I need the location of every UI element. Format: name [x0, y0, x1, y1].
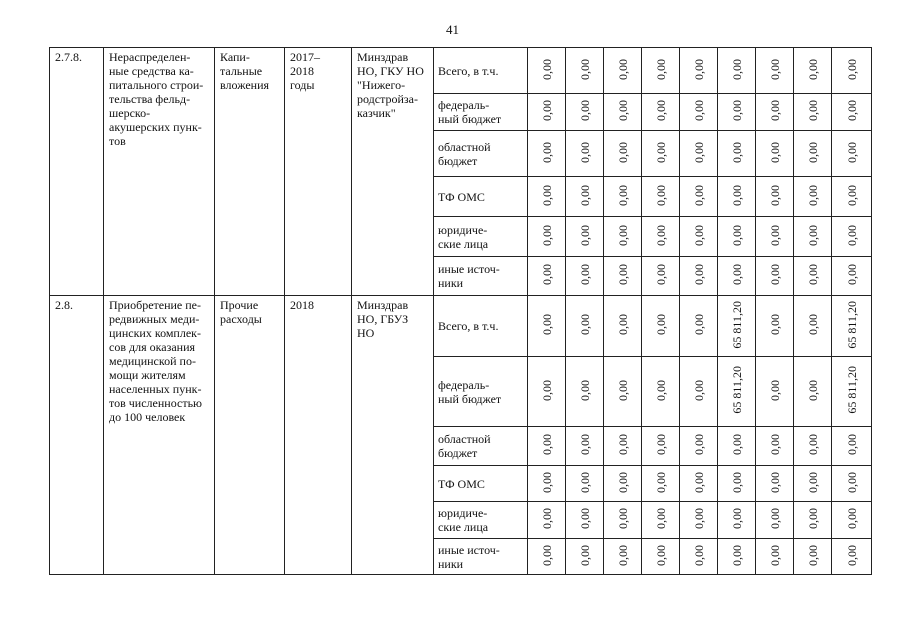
- amount-cell: [680, 427, 718, 466]
- amount-value: 0,00: [691, 224, 706, 246]
- amount-cell: [718, 357, 756, 427]
- amount-value: 0,00: [767, 471, 782, 493]
- amount-cell: [680, 131, 718, 177]
- table-row: [50, 296, 872, 357]
- amount-cell: [604, 131, 642, 177]
- amount-value: 0,00: [615, 379, 630, 401]
- row-expense-type: Капи- тальные вложения: [215, 48, 285, 296]
- amount-value: 0,00: [539, 141, 554, 163]
- amount-cell: [604, 48, 642, 94]
- amount-cell: [794, 94, 832, 131]
- amount-cell: [566, 539, 604, 575]
- amount-cell: [794, 177, 832, 217]
- funding-source: областной бюджет: [434, 427, 528, 466]
- amount-value: 0,00: [691, 544, 706, 566]
- amount-value: 0,00: [577, 544, 592, 566]
- amount-value: 0,00: [729, 264, 744, 285]
- amount-value: 0,00: [767, 314, 782, 335]
- amount-cell: [642, 357, 680, 427]
- amount-value: 0,00: [653, 434, 668, 455]
- amount-cell: [756, 94, 794, 131]
- row-executor: Минздрав НО, ГКУ НО "Нижего- родстройза- казчик": [352, 48, 434, 296]
- amount-value: 0,00: [729, 100, 744, 121]
- amount-value: 0,00: [767, 434, 782, 455]
- amount-value: 0,00: [844, 471, 859, 493]
- amount-value: 0,00: [577, 141, 592, 163]
- amount-value: 0,00: [691, 58, 706, 80]
- table-body: [50, 48, 872, 575]
- funding-source: Всего, в т.ч.: [434, 296, 528, 357]
- amount-cell: [680, 48, 718, 94]
- amount-value: 65 811,20: [844, 300, 859, 349]
- amount-cell: [566, 296, 604, 357]
- amount-cell: [718, 48, 756, 94]
- amount-value: 0,00: [691, 434, 706, 455]
- amount-value: 0,00: [653, 224, 668, 246]
- amount-cell: [718, 427, 756, 466]
- amount-cell: [756, 296, 794, 357]
- amount-value: 0,00: [767, 508, 782, 529]
- amount-cell: [756, 466, 794, 502]
- amount-value: 0,00: [805, 314, 820, 335]
- amount-value: 0,00: [691, 508, 706, 529]
- amount-value: 0,00: [539, 434, 554, 455]
- amount-cell: [642, 539, 680, 575]
- amount-cell: [642, 257, 680, 296]
- amount-value: 0,00: [805, 544, 820, 566]
- amount-cell: [528, 427, 566, 466]
- funding-source: Всего, в т.ч.: [434, 48, 528, 94]
- amount-value: 0,00: [729, 544, 744, 566]
- amount-cell: [528, 539, 566, 575]
- amount-value: 0,00: [844, 58, 859, 80]
- amount-cell: [528, 502, 566, 539]
- amount-value: 65 811,20: [729, 300, 744, 349]
- amount-value: 0,00: [805, 224, 820, 246]
- row-code: 2.7.8.: [50, 48, 104, 296]
- amount-value: 0,00: [539, 58, 554, 80]
- amount-value: 0,00: [653, 471, 668, 493]
- amount-value: 0,00: [767, 544, 782, 566]
- amount-value: 0,00: [615, 264, 630, 285]
- amount-value: 0,00: [653, 508, 668, 529]
- amount-value: 0,00: [767, 379, 782, 401]
- amount-value: 0,00: [691, 314, 706, 335]
- amount-cell: [642, 48, 680, 94]
- amount-cell: [832, 427, 872, 466]
- amount-cell: [756, 502, 794, 539]
- amount-cell: [528, 48, 566, 94]
- amount-cell: [680, 296, 718, 357]
- budget-table: [49, 47, 872, 575]
- amount-cell: [718, 94, 756, 131]
- amount-value: 0,00: [577, 264, 592, 285]
- amount-cell: [528, 296, 566, 357]
- amount-cell: [794, 257, 832, 296]
- amount-value: 0,00: [767, 224, 782, 246]
- amount-cell: [680, 466, 718, 502]
- amount-cell: [794, 48, 832, 94]
- amount-value: 0,00: [577, 184, 592, 206]
- amount-cell: [680, 502, 718, 539]
- amount-value: 0,00: [577, 58, 592, 80]
- amount-cell: [566, 466, 604, 502]
- amount-value: 0,00: [539, 314, 554, 335]
- amount-value: 0,00: [653, 314, 668, 335]
- amount-value: 0,00: [615, 314, 630, 335]
- amount-cell: [756, 539, 794, 575]
- funding-source: иные источ- ники: [434, 539, 528, 575]
- amount-cell: [680, 94, 718, 131]
- amount-cell: [718, 217, 756, 257]
- amount-value: 0,00: [539, 379, 554, 401]
- amount-cell: [756, 131, 794, 177]
- amount-cell: [528, 94, 566, 131]
- amount-cell: [604, 257, 642, 296]
- amount-value: 0,00: [729, 508, 744, 529]
- amount-cell: [642, 427, 680, 466]
- amount-cell: [642, 94, 680, 131]
- funding-source: областной бюджет: [434, 131, 528, 177]
- amount-cell: [642, 296, 680, 357]
- funding-source: федераль- ный бюджет: [434, 357, 528, 427]
- amount-cell: [642, 502, 680, 539]
- amount-cell: [718, 502, 756, 539]
- amount-cell: [642, 466, 680, 502]
- amount-value: 65 811,20: [729, 366, 744, 414]
- amount-cell: [642, 131, 680, 177]
- amount-cell: [604, 502, 642, 539]
- row-name: Приобретение пе- редвижных меди- цинских комплек- сов для оказания медицинской по- мощи жителям населенных пунк- тов численностью до 100 человек: [104, 296, 215, 575]
- amount-value: 0,00: [653, 58, 668, 80]
- amount-cell: [566, 427, 604, 466]
- amount-value: 0,00: [767, 184, 782, 206]
- amount-cell: [604, 296, 642, 357]
- amount-value: 0,00: [844, 544, 859, 566]
- row-period: 2017– 2018 годы: [285, 48, 352, 296]
- amount-value: 0,00: [805, 141, 820, 163]
- amount-cell: [604, 217, 642, 257]
- amount-value: 0,00: [615, 434, 630, 455]
- amount-cell: [832, 539, 872, 575]
- amount-cell: [832, 257, 872, 296]
- amount-cell: [718, 539, 756, 575]
- funding-source: федераль- ный бюджет: [434, 94, 528, 131]
- amount-cell: [756, 177, 794, 217]
- amount-cell: [832, 131, 872, 177]
- amount-value: 0,00: [539, 100, 554, 121]
- amount-value: 0,00: [577, 314, 592, 335]
- row-executor: Минздрав НО, ГБУЗ НО: [352, 296, 434, 575]
- amount-value: 0,00: [691, 264, 706, 285]
- amount-value: 0,00: [805, 264, 820, 285]
- amount-value: 0,00: [844, 141, 859, 163]
- amount-value: 0,00: [615, 508, 630, 529]
- amount-cell: [528, 466, 566, 502]
- funding-source: юридиче- ские лица: [434, 502, 528, 539]
- amount-cell: [528, 217, 566, 257]
- amount-cell: [832, 502, 872, 539]
- page-number: 41: [446, 22, 459, 37]
- amount-value: 65 811,20: [844, 366, 859, 414]
- amount-value: 0,00: [539, 544, 554, 566]
- amount-value: 0,00: [615, 58, 630, 80]
- amount-cell: [642, 217, 680, 257]
- amount-cell: [528, 177, 566, 217]
- amount-value: 0,00: [729, 224, 744, 246]
- amount-value: 0,00: [729, 141, 744, 163]
- funding-source: ТФ ОМС: [434, 466, 528, 502]
- amount-value: 0,00: [767, 141, 782, 163]
- amount-value: 0,00: [844, 434, 859, 455]
- amount-value: 0,00: [539, 184, 554, 206]
- amount-cell: [566, 94, 604, 131]
- funding-source: иные источ- ники: [434, 257, 528, 296]
- amount-cell: [604, 539, 642, 575]
- amount-value: 0,00: [577, 471, 592, 493]
- amount-cell: [832, 217, 872, 257]
- amount-value: 0,00: [805, 434, 820, 455]
- funding-source: ТФ ОМС: [434, 177, 528, 217]
- amount-cell: [756, 217, 794, 257]
- table-row: [50, 48, 872, 94]
- amount-value: 0,00: [615, 224, 630, 246]
- amount-cell: [794, 539, 832, 575]
- amount-cell: [718, 466, 756, 502]
- amount-cell: [794, 131, 832, 177]
- amount-cell: [566, 177, 604, 217]
- amount-cell: [794, 296, 832, 357]
- amount-value: 0,00: [805, 508, 820, 529]
- amount-value: 0,00: [653, 184, 668, 206]
- amount-cell: [756, 257, 794, 296]
- amount-value: 0,00: [615, 544, 630, 566]
- amount-value: 0,00: [653, 379, 668, 401]
- amount-cell: [832, 48, 872, 94]
- amount-value: 0,00: [805, 379, 820, 401]
- amount-cell: [718, 177, 756, 217]
- amount-value: 0,00: [615, 471, 630, 493]
- amount-cell: [794, 357, 832, 427]
- amount-cell: [680, 177, 718, 217]
- amount-value: 0,00: [577, 224, 592, 246]
- amount-cell: [566, 257, 604, 296]
- amount-cell: [832, 177, 872, 217]
- amount-value: 0,00: [577, 100, 592, 121]
- amount-cell: [680, 217, 718, 257]
- amount-value: 0,00: [615, 184, 630, 206]
- amount-cell: [566, 131, 604, 177]
- amount-cell: [604, 357, 642, 427]
- amount-cell: [756, 427, 794, 466]
- amount-value: 0,00: [805, 58, 820, 80]
- amount-value: 0,00: [805, 100, 820, 121]
- amount-cell: [680, 539, 718, 575]
- amount-cell: [718, 131, 756, 177]
- amount-value: 0,00: [577, 379, 592, 401]
- amount-value: 0,00: [691, 471, 706, 493]
- amount-value: 0,00: [539, 224, 554, 246]
- row-name: Нераспределен- ные средства ка- питального строи- тельства фельд- шерско- акушерских пунк- тов: [104, 48, 215, 296]
- amount-value: 0,00: [729, 471, 744, 493]
- amount-cell: [566, 357, 604, 427]
- amount-cell: [528, 131, 566, 177]
- amount-cell: [528, 257, 566, 296]
- amount-value: 0,00: [577, 508, 592, 529]
- amount-cell: [528, 357, 566, 427]
- amount-cell: [718, 257, 756, 296]
- amount-value: 0,00: [691, 184, 706, 206]
- amount-value: 0,00: [615, 141, 630, 163]
- row-period: 2018: [285, 296, 352, 575]
- amount-value: 0,00: [691, 100, 706, 121]
- amount-cell: [832, 357, 872, 427]
- funding-source: юридиче- ские лица: [434, 217, 528, 257]
- amount-value: 0,00: [691, 141, 706, 163]
- amount-cell: [756, 48, 794, 94]
- amount-cell: [604, 94, 642, 131]
- amount-value: 0,00: [805, 471, 820, 493]
- amount-cell: [794, 427, 832, 466]
- amount-value: 0,00: [539, 471, 554, 493]
- amount-value: 0,00: [844, 184, 859, 206]
- amount-value: 0,00: [844, 264, 859, 285]
- amount-cell: [756, 357, 794, 427]
- amount-cell: [642, 177, 680, 217]
- amount-value: 0,00: [729, 58, 744, 80]
- amount-cell: [832, 94, 872, 131]
- amount-cell: [604, 466, 642, 502]
- amount-value: 0,00: [615, 100, 630, 121]
- amount-cell: [566, 217, 604, 257]
- amount-cell: [604, 427, 642, 466]
- amount-cell: [604, 177, 642, 217]
- amount-cell: [794, 217, 832, 257]
- amount-cell: [566, 48, 604, 94]
- amount-value: 0,00: [729, 434, 744, 455]
- amount-value: 0,00: [577, 434, 592, 455]
- amount-cell: [794, 466, 832, 502]
- amount-value: 0,00: [691, 379, 706, 401]
- row-expense-type: Прочие расходы: [215, 296, 285, 575]
- amount-value: 0,00: [844, 508, 859, 529]
- amount-value: 0,00: [767, 264, 782, 285]
- amount-value: 0,00: [805, 184, 820, 206]
- amount-cell: [566, 502, 604, 539]
- amount-cell: [794, 502, 832, 539]
- row-code: 2.8.: [50, 296, 104, 575]
- amount-cell: [832, 296, 872, 357]
- amount-value: 0,00: [539, 508, 554, 529]
- amount-cell: [680, 357, 718, 427]
- amount-value: 0,00: [844, 100, 859, 121]
- amount-value: 0,00: [767, 58, 782, 80]
- amount-value: 0,00: [653, 264, 668, 285]
- amount-value: 0,00: [653, 544, 668, 566]
- amount-value: 0,00: [844, 224, 859, 246]
- amount-value: 0,00: [729, 184, 744, 206]
- amount-cell: [718, 296, 756, 357]
- amount-value: 0,00: [653, 141, 668, 163]
- amount-cell: [680, 257, 718, 296]
- amount-cell: [832, 466, 872, 502]
- amount-value: 0,00: [767, 100, 782, 121]
- amount-value: 0,00: [653, 100, 668, 121]
- amount-value: 0,00: [539, 264, 554, 285]
